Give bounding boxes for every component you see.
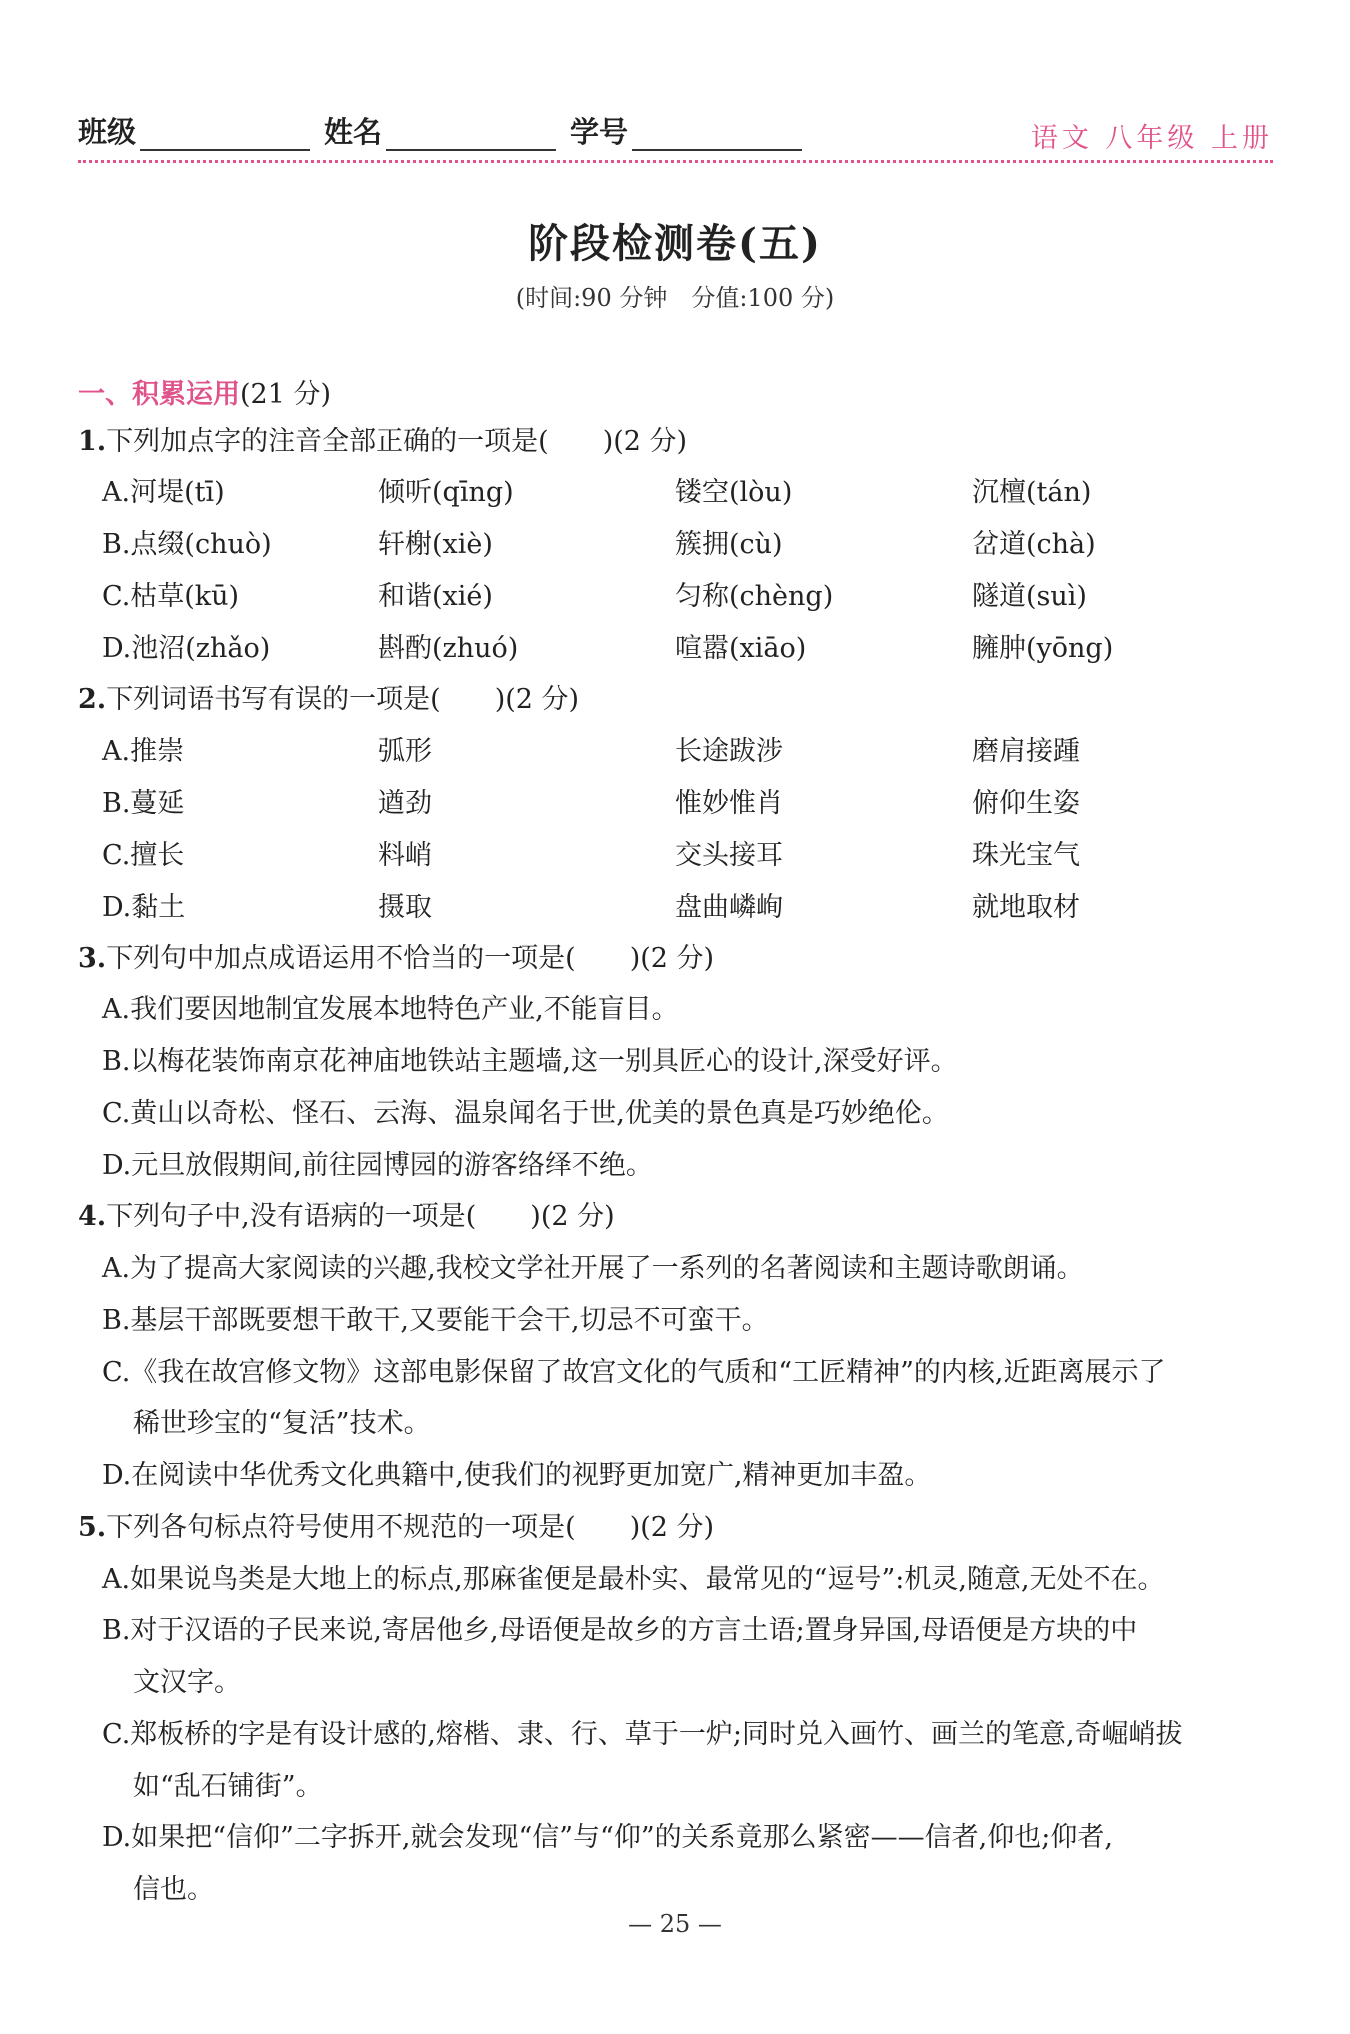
- question-5-option-c-line2: 如“乱石铺街”。: [133, 1771, 323, 1802]
- section-score: (21 分): [240, 379, 332, 410]
- student-info-fields: [78, 110, 816, 151]
- question-4-option-c-line2: 稀世珍宝的“复活”技术。: [133, 1408, 431, 1439]
- question-1-option-a: A.河堤(tī) 倾听(qīng) 镂空(lòu) 沉檀(tán): [102, 477, 1092, 508]
- page-number: — 25 —: [628, 1910, 722, 1938]
- question-5-option-b-line2: 文汉字。: [133, 1667, 241, 1698]
- question-1-option-d: D.池沼(zhǎo) 斟酌(zhuó) 喧嚣(xiāo) 臃肿(yōng): [102, 633, 1114, 664]
- question-3-option-c: C.黄山以奇松、怪石、云海、温泉闻名于世,优美的景色真是巧妙绝伦。: [102, 1098, 949, 1129]
- question-3-stem: 3.下列句中加点成语运用不恰当的一项是( )(2 分): [78, 943, 715, 974]
- question-2-option-a: A.推崇 弧形 长途跋涉 磨肩接踵: [102, 736, 1080, 767]
- question-5-option-a: A.如果说鸟类是大地上的标点,那麻雀便是最朴实、最常见的“逗号”:机灵,随意,无处不在。: [102, 1564, 1165, 1595]
- name-label: 姓名: [324, 115, 383, 149]
- page-header: [78, 110, 1273, 163]
- question-1-stem: 1.下列加点字的注音全部正确的一项是( )(2 分): [78, 426, 688, 457]
- page-title: 阶段检测卷(五): [528, 220, 822, 267]
- question-3-option-d: D.元旦放假期间,前往园博园的游客络绎不绝。: [102, 1150, 653, 1181]
- exam-time-score: (时间:90 分钟 分值:100 分): [515, 284, 835, 312]
- question-5-option-c-line1: C.郑板桥的字是有设计感的,熔楷、隶、行、草于一炉;同时兑入画竹、画兰的笔意,奇崛峭拔: [102, 1719, 1183, 1750]
- question-2-option-d: D.黏土 摄取 盘曲嶙峋 就地取材: [102, 892, 1080, 923]
- student-id-blank[interactable]: [632, 119, 802, 151]
- question-5-option-d-line1: D.如果把“信仰”二字拆开,就会发现“信”与“仰”的关系竟那么紧密——信者,仰也;仰者,: [102, 1822, 1113, 1853]
- question-2-option-c: C.擅长 料峭 交头接耳 珠光宝气: [102, 840, 1080, 871]
- name-blank[interactable]: [386, 119, 556, 151]
- section-name: 一、积累运用: [78, 379, 240, 410]
- student-id-label: 学号: [570, 115, 629, 149]
- section-heading: [78, 372, 331, 411]
- subject-grade-label: 语文 八年级 上册: [1030, 123, 1273, 154]
- question-3-option-a: A.我们要因地制宜发展本地特色产业,不能盲目。: [102, 994, 679, 1025]
- question-4-option-a: A.为了提高大家阅读的兴趣,我校文学社开展了一系列的名著阅读和主题诗歌朗诵。: [102, 1253, 1084, 1284]
- question-1-option-c: C.枯草(kū) 和谐(xié) 匀称(chèng) 隧道(suì): [102, 581, 1087, 612]
- question-4-stem: 4.下列句子中,没有语病的一项是( )(2 分): [78, 1201, 615, 1232]
- question-5-option-d-line2: 信也。: [133, 1874, 214, 1905]
- question-5-stem: 5.下列各句标点符号使用不规范的一项是( )(2 分): [78, 1512, 715, 1543]
- question-4-option-b: B.基层干部既要想干敢干,又要能干会干,切忌不可蛮干。: [102, 1305, 769, 1336]
- question-2-stem: 2.下列词语书写有误的一项是( )(2 分): [78, 684, 580, 715]
- question-5-option-b-line1: B.对于汉语的子民来说,寄居他乡,母语便是故乡的方言土语;置身异国,母语便是方块的中: [102, 1615, 1138, 1646]
- question-4-option-d: D.在阅读中华优秀文化典籍中,使我们的视野更加宽广,精神更加丰盈。: [102, 1460, 932, 1491]
- class-blank[interactable]: [140, 119, 310, 151]
- question-3-option-b: B.以梅花装饰南京花神庙地铁站主题墙,这一别具匠心的设计,深受好评。: [102, 1046, 958, 1077]
- class-label: 班级: [78, 115, 137, 149]
- question-2-option-b: B.蔓延 遒劲 惟妙惟肖 俯仰生姿: [102, 788, 1080, 819]
- question-1-option-b: B.点缀(chuò) 轩榭(xiè) 簇拥(cù) 岔道(chà): [102, 529, 1096, 560]
- question-4-option-c-line1: C.《我在故宫修文物》这部电影保留了故宫文化的气质和“工匠精神”的内核,近距离展示了: [102, 1357, 1166, 1388]
